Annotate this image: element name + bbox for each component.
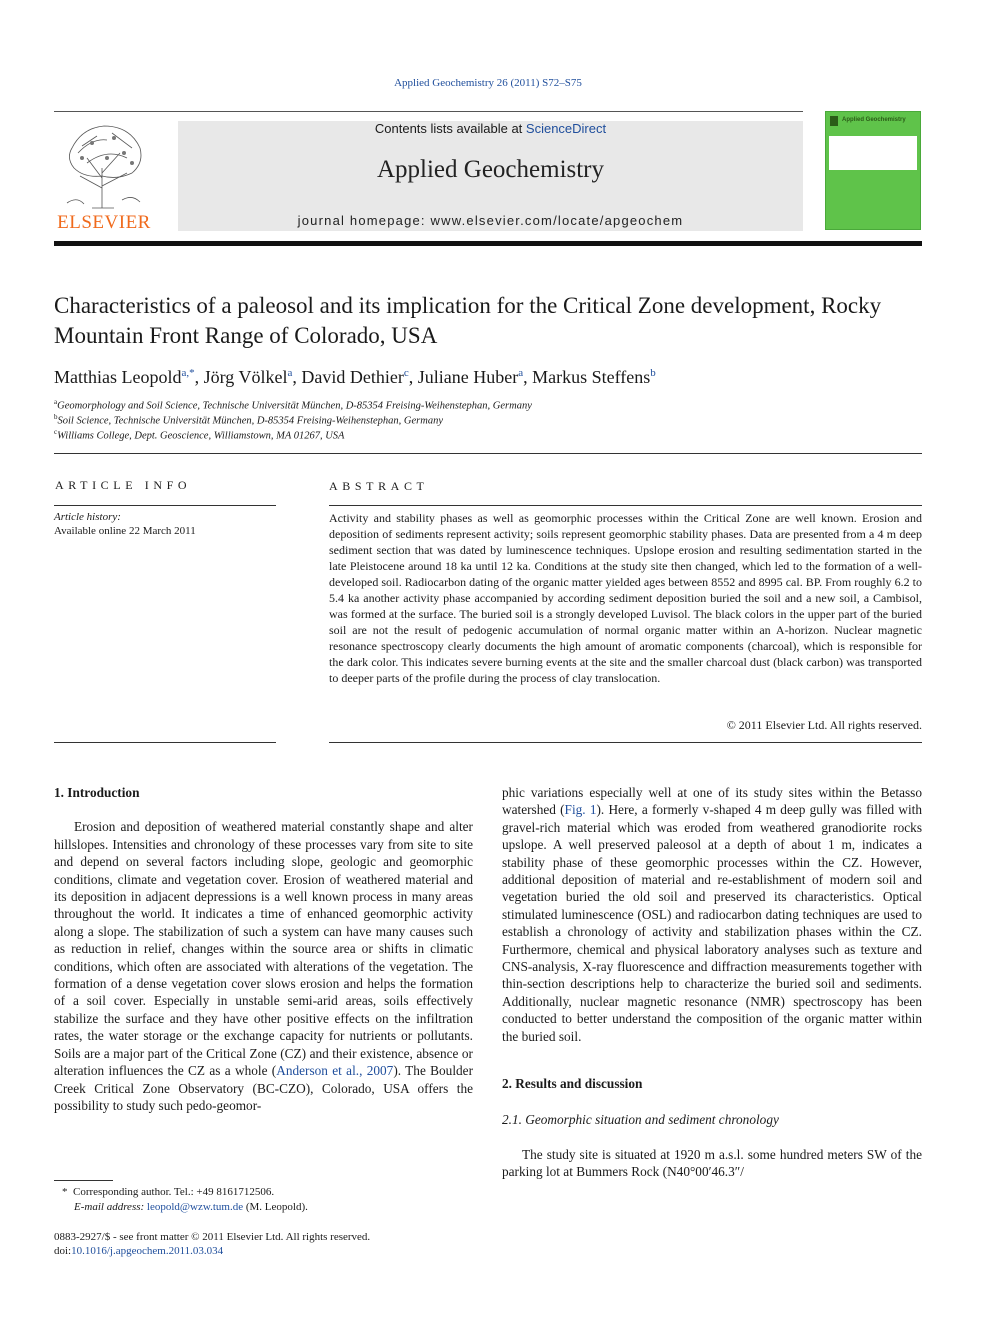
affiliation-c [54, 425, 934, 444]
citation-link[interactable]: Anderson et al., 2007 [276, 1063, 394, 1079]
cover-logo-icon [830, 116, 838, 126]
author-name[interactable]: Matthias Leopold [54, 367, 182, 387]
affiliation-marker: c [54, 428, 58, 436]
abstract-bottom-divider [329, 742, 922, 743]
email-link[interactable]: leopold@wzw.tum.de [146, 1201, 244, 1213]
results-paragraph: The study site is situated at 1920 m a.s.l. some hundred meters SW of the parking lot at Bummers Rock (N40°00′46.3″/ [502, 1146, 922, 1180]
author-affiliation-marker[interactable]: a [287, 367, 293, 379]
author-list: Matthias Leopold$^{a,*}$, Jörg Völkel$^a$, David Dethier$^c$, Juliane Huber$^a$, Markus Steffens$^b$ [54, 367, 656, 387]
journal-name: Applied Geochemistry [376, 156, 605, 183]
email-suffix: (M. Leopold). [245, 1201, 308, 1213]
paragraph-text-tail: ). The Boulder Creek Critical Zone Observatory (BC-CZO), Colorado, USA offers the possibility to study such pedo-geomor- [54, 1063, 474, 1113]
author-name[interactable]: Markus Steffens [532, 367, 651, 387]
copyright-notice: © 2011 Elsevier Ltd. All rights reserved. [726, 718, 922, 732]
journal-reference[interactable]: Applied Geochemistry 26 (2011) S72–S75 [394, 77, 582, 89]
affiliation-text: Geomorphology and Soil Science, Technische Universität München, D-85354 Freising-Weihenstephan, Germany [57, 400, 532, 412]
asterisk-marker: * [62, 1186, 68, 1198]
body-column-right [502, 784, 922, 1181]
article-info-bottom-divider [54, 742, 276, 743]
paragraph-text: ). Here, a formerly v-shaped 4 m deep gully was filled with gravel-rich material which was eroded from weathered granodiorite rocks upslope. A well preserved paleosol at a depth of about 1 m, indicates a stability phase of these geomorphic processes within the CZ. However, additional deposition of material and re-establishment of modern soil and vegetation buried the old soil and preserved its characteristics. Optical stimulated luminescence (OSL) and radiocarbon dating techniques are used to establish a chronology of activity and stabilization phases within the CZ. Furthermore, chemical and physical laboratory analyses such as texture and CNS-analysis, X-ray fluorescence and diffraction measurements together with thin-section descriptions help to characterize the buried soil and sediments. Additionally, nuclear magnetic resonance (NMR) spectroscopy has been conducted to better understand the composition of the organic matter within the buried soil. [502, 802, 922, 1044]
publisher-name: ELSEVIER [57, 212, 151, 233]
article-info-heading: ARTICLE INFO [55, 478, 192, 492]
affiliation-divider [54, 453, 922, 454]
author-affiliation-marker[interactable]: b [650, 367, 656, 379]
section-heading-introduction: 1. Introduction [54, 785, 140, 800]
journal-cover-thumbnail[interactable] [825, 111, 921, 230]
article-info-divider [54, 505, 276, 506]
issn-doi-block [54, 1230, 474, 1258]
paragraph-text: Erosion and deposition of weathered material constantly shape and alter hillslopes. Intensities and chronology of these processes vary from site to site and depend on several factors including slope, geologic and geomorphic conditions, climate and vegetation cover. Erosion of weathered material and its deposition in adjacent depressions is a well known process in many areas throughout the world. It indicates a time of enhanced geomorphic activity along a slope. The stabilization of such a system can have many causes such as reduction in relief, changes within the source area or shifts in climatic conditions, which often are associated with alterations of the vegetation. The formation of a dense vegetation cover slows erosion and helps the formation of a soil cover. Especially in unstable semi-arid areas, soils effectively stabilize the surface and they have other positive effects on the infiltration rates, the water storage or the exchange capacity for nutrients or pollutants. Soils are a major part of the Critical Zone (CZ) and their existence, absence or alteration influences the CZ as a whole ( [54, 819, 473, 1079]
section-heading-results: 2. Results and discussion [502, 1076, 643, 1092]
article-title: Characteristics of a paleosol and its implication for the Critical Zone development, Rocky Mountain Front Range of Colorado, USA [54, 293, 882, 348]
issn-line: 0883-2927/$ - see front matter © 2011 Elsevier Ltd. All rights reserved. [54, 1231, 371, 1243]
introduction-paragraph-part2 [502, 784, 922, 1045]
affiliation-marker: a [54, 398, 58, 406]
article-history-label: Article history: [54, 511, 121, 523]
abstract-divider [329, 505, 922, 506]
introduction-paragraph-part1 [54, 818, 473, 1114]
corresponding-author-footnote [54, 1185, 474, 1215]
author-name[interactable]: David Dethier [301, 367, 404, 387]
affiliation-text: Soil Science, Technische Universität München, D-85354 Freising-Weihenstephan, Germany [57, 415, 444, 427]
article-history-value: Available online 22 March 2011 [54, 525, 196, 537]
header-top-divider [54, 111, 803, 112]
contents-prefix: Contents lists available at [374, 121, 526, 136]
figure-link[interactable]: Fig. 1 [564, 802, 597, 818]
author-name[interactable]: Juliane Huber [417, 367, 519, 387]
doi-link[interactable]: 10.1016/j.apgeochem.2011.03.034 [71, 1245, 224, 1257]
body-column-left [54, 784, 473, 1114]
author-affiliation-marker[interactable]: a,* [181, 367, 195, 379]
footnote-divider [54, 1180, 113, 1181]
corresponding-author-text: Corresponding author. Tel.: +49 8161712506. [73, 1186, 275, 1198]
subsection-heading-geomorphic: 2.1. Geomorphic situation and sediment chronology [502, 1111, 779, 1127]
affiliation-text: Williams College, Dept. Geoscience, Williamstown, MA 01267, USA [57, 430, 345, 442]
author-name[interactable]: Jörg Völkel [203, 367, 288, 387]
journal-homepage[interactable]: journal homepage: www.elsevier.com/locate/apgeochem [297, 213, 684, 228]
header-bottom-divider [54, 241, 922, 246]
abstract-text: Activity and stability phases as well as geomorphic processes within the Critical Zone are well known. Erosion and deposition of sediments represent activity; soils represent geomorphic stability phases. Data are presented from a 4 m deep sediment section that was dated by luminescence techniques. Upslope erosion and resulting sedimentation started in the late Pleistocene around 18 ka until 12 ka. Conditions at the study site then changed, which led to the formation of a well-developed soil. Radiocarbon dating of the organic matter yielded ages between 8552 and 8995 cal. BP. From roughly 6.2 to 5.4 ka another activity phase accompanied by according sediment deposition buried the soil and a new soil, a Cambisol, was formed at the surface. The buried soil is a strongly developed Luvisol. The black colors in the upper part of the buried soil are not the result of pedogenic accumulation of normal organic matter within an A-horizon. Nuclear magnetic resonance spectroscopy clearly documents the high amount of aromatic components (charcoal), which is responsible for the dark color. This indicates severe burning events at the site and the smaller charcoal dust (black carbon) was transported to deeper parts of the profile during the process of clay translocation. [329, 511, 922, 685]
sciencedirect-link[interactable]: ScienceDirect [525, 121, 607, 136]
abstract-heading: ABSTRACT [329, 479, 429, 493]
paragraph-text-continuation: phic variations especially well at one of its study sites within the Betasso watershed ( [502, 785, 922, 818]
author-affiliation-marker[interactable]: a [518, 367, 524, 379]
doi-label: doi: [54, 1245, 72, 1257]
contents-availability-line [178, 121, 803, 137]
email-label: E-mail address: [74, 1201, 145, 1213]
cover-white-band [829, 136, 917, 170]
cover-title: Applied Geochemistry [842, 117, 906, 123]
affiliation-marker: b [54, 413, 58, 421]
author-affiliation-marker[interactable]: c [403, 367, 409, 379]
